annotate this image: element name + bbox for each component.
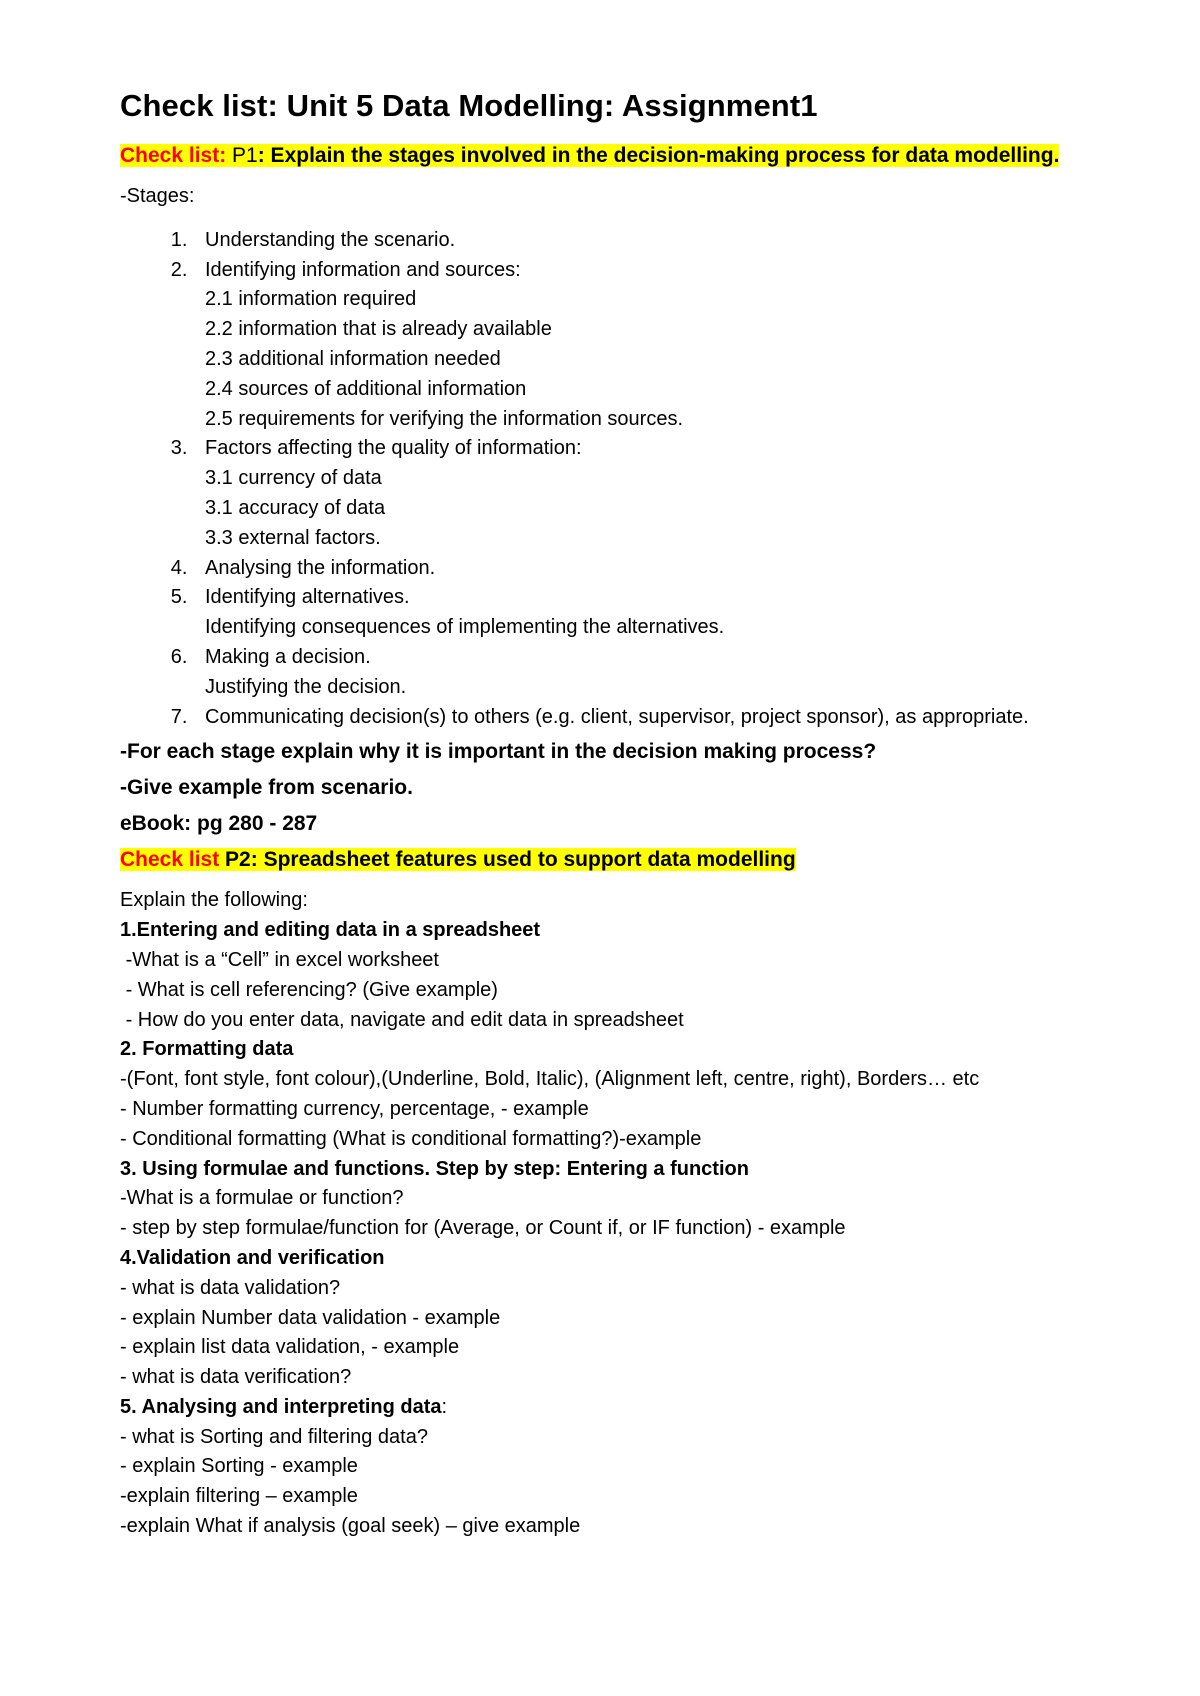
p2-section-2 (120, 1035, 1080, 1154)
p2-section-title: 3. Using formulae and functions. Step by step: Entering a function (120, 1157, 749, 1180)
p2-checklist-label: Check list (120, 848, 220, 872)
p2-section-item: -explain What if analysis (goal seek) – give example (120, 1515, 581, 1538)
stage-sub: 2.2 information that is already available (205, 318, 552, 341)
p1-heading-text: : Explain the stages involved in the decision-making process for data modelling. (257, 144, 1060, 167)
p2-heading-text: P2: Spreadsheet features used to support data modelling (219, 848, 796, 872)
stage-text: Making a decision. (205, 645, 371, 668)
stage-text: Identifying information and sources: (205, 258, 521, 281)
stage-text: Identifying alternatives. (205, 586, 410, 609)
p2-section-item: - What is cell referencing? (Give example) (120, 978, 498, 1001)
p2-section-item: - How do you enter data, navigate and edit data in spreadsheet (120, 1008, 684, 1031)
stage-item (193, 226, 1080, 256)
stage-sub: 3.1 currency of data (205, 467, 382, 490)
p1-note-ebook: eBook: pg 280 - 287 (120, 812, 318, 836)
stage-sub: 3.3 external factors. (205, 526, 381, 549)
p2-section-title: 1.Entering and editing data in a spreadsheet (120, 919, 541, 942)
p1-note-importance: -For each stage explain why it is important in the decision making process? (120, 740, 877, 764)
p2-section-title-suffix: : (441, 1395, 448, 1418)
stage-sub: 2.1 information required (205, 288, 417, 311)
stage-sub: 2.4 sources of additional information (205, 377, 527, 400)
p2-section-item: - step by step formulae/function for (Average, or Count if, or IF function) - example (120, 1217, 846, 1240)
stage-sub: 2.3 additional information needed (205, 347, 501, 370)
stage-text: Analysing the information. (205, 556, 436, 579)
stage-text: Communicating decision(s) to others (e.g. client, supervisor, project sponsor), as appropriate. (205, 705, 1029, 728)
stage-sub: Justifying the decision. (205, 675, 407, 698)
p1-checklist-label: Check list: (120, 144, 227, 167)
p2-section-item: - Number formatting currency, percentage, - example (120, 1097, 589, 1120)
p2-intro: Explain the following: (120, 889, 308, 912)
stage-item (193, 256, 1080, 435)
stage-item (193, 703, 1080, 733)
p2-section-item: -(Font, font style, font colour),(Underline, Bold, Italic), (Alignment left, centre, right), Borders… etc (120, 1068, 980, 1091)
stages-list (120, 226, 1080, 733)
p2-section-title: 2. Formatting data (120, 1038, 294, 1061)
p2-section-item: - Conditional formatting (What is conditional formatting?)-example (120, 1127, 702, 1150)
stage-text: Factors affecting the quality of information: (205, 437, 582, 460)
p2-section-item: - explain Number data validation - example (120, 1306, 501, 1329)
p2-section-title: 4.Validation and verification (120, 1246, 385, 1269)
stage-item (193, 583, 1080, 643)
p2-section-4 (120, 1244, 1080, 1393)
p1-note-example: -Give example from scenario. (120, 776, 413, 800)
stages-intro: -Stages: (120, 185, 195, 207)
stage-sub: 2.5 requirements for verifying the information sources. (205, 407, 683, 430)
p2-section-item: - explain list data validation, - example (120, 1336, 460, 1359)
stage-item (193, 643, 1080, 703)
p1-heading (120, 142, 1080, 170)
stage-sub: 3.1 accuracy of data (205, 496, 386, 519)
stage-text: Understanding the scenario. (205, 228, 456, 251)
p2-heading (120, 846, 1080, 874)
p1-code: P1 (226, 144, 258, 167)
stage-item (193, 434, 1080, 553)
p2-section-5 (120, 1393, 1080, 1542)
p2-section-item: - what is data verification? (120, 1366, 352, 1389)
stage-sub: Identifying consequences of implementing the alternatives. (205, 616, 725, 639)
p2-section-item: - what is data validation? (120, 1276, 341, 1299)
p2-section-1 (120, 916, 1080, 1035)
p2-section-item: - what is Sorting and filtering data? (120, 1425, 428, 1448)
p2-section-item: -What is a formulae or function? (120, 1187, 404, 1210)
p2-section-3 (120, 1155, 1080, 1244)
p2-section-item: -explain filtering – example (120, 1485, 358, 1508)
p2-section-item: - explain Sorting - example (120, 1455, 358, 1478)
p2-section-title-wrap (120, 1393, 1080, 1423)
stage-item (193, 554, 1080, 584)
p2-section-item: -What is a “Cell” in excel worksheet (120, 948, 439, 971)
document-title: Check list: Unit 5 Data Modelling: Assignment1 (120, 88, 818, 123)
p2-section-title: 5. Analysing and interpreting data (120, 1395, 442, 1418)
